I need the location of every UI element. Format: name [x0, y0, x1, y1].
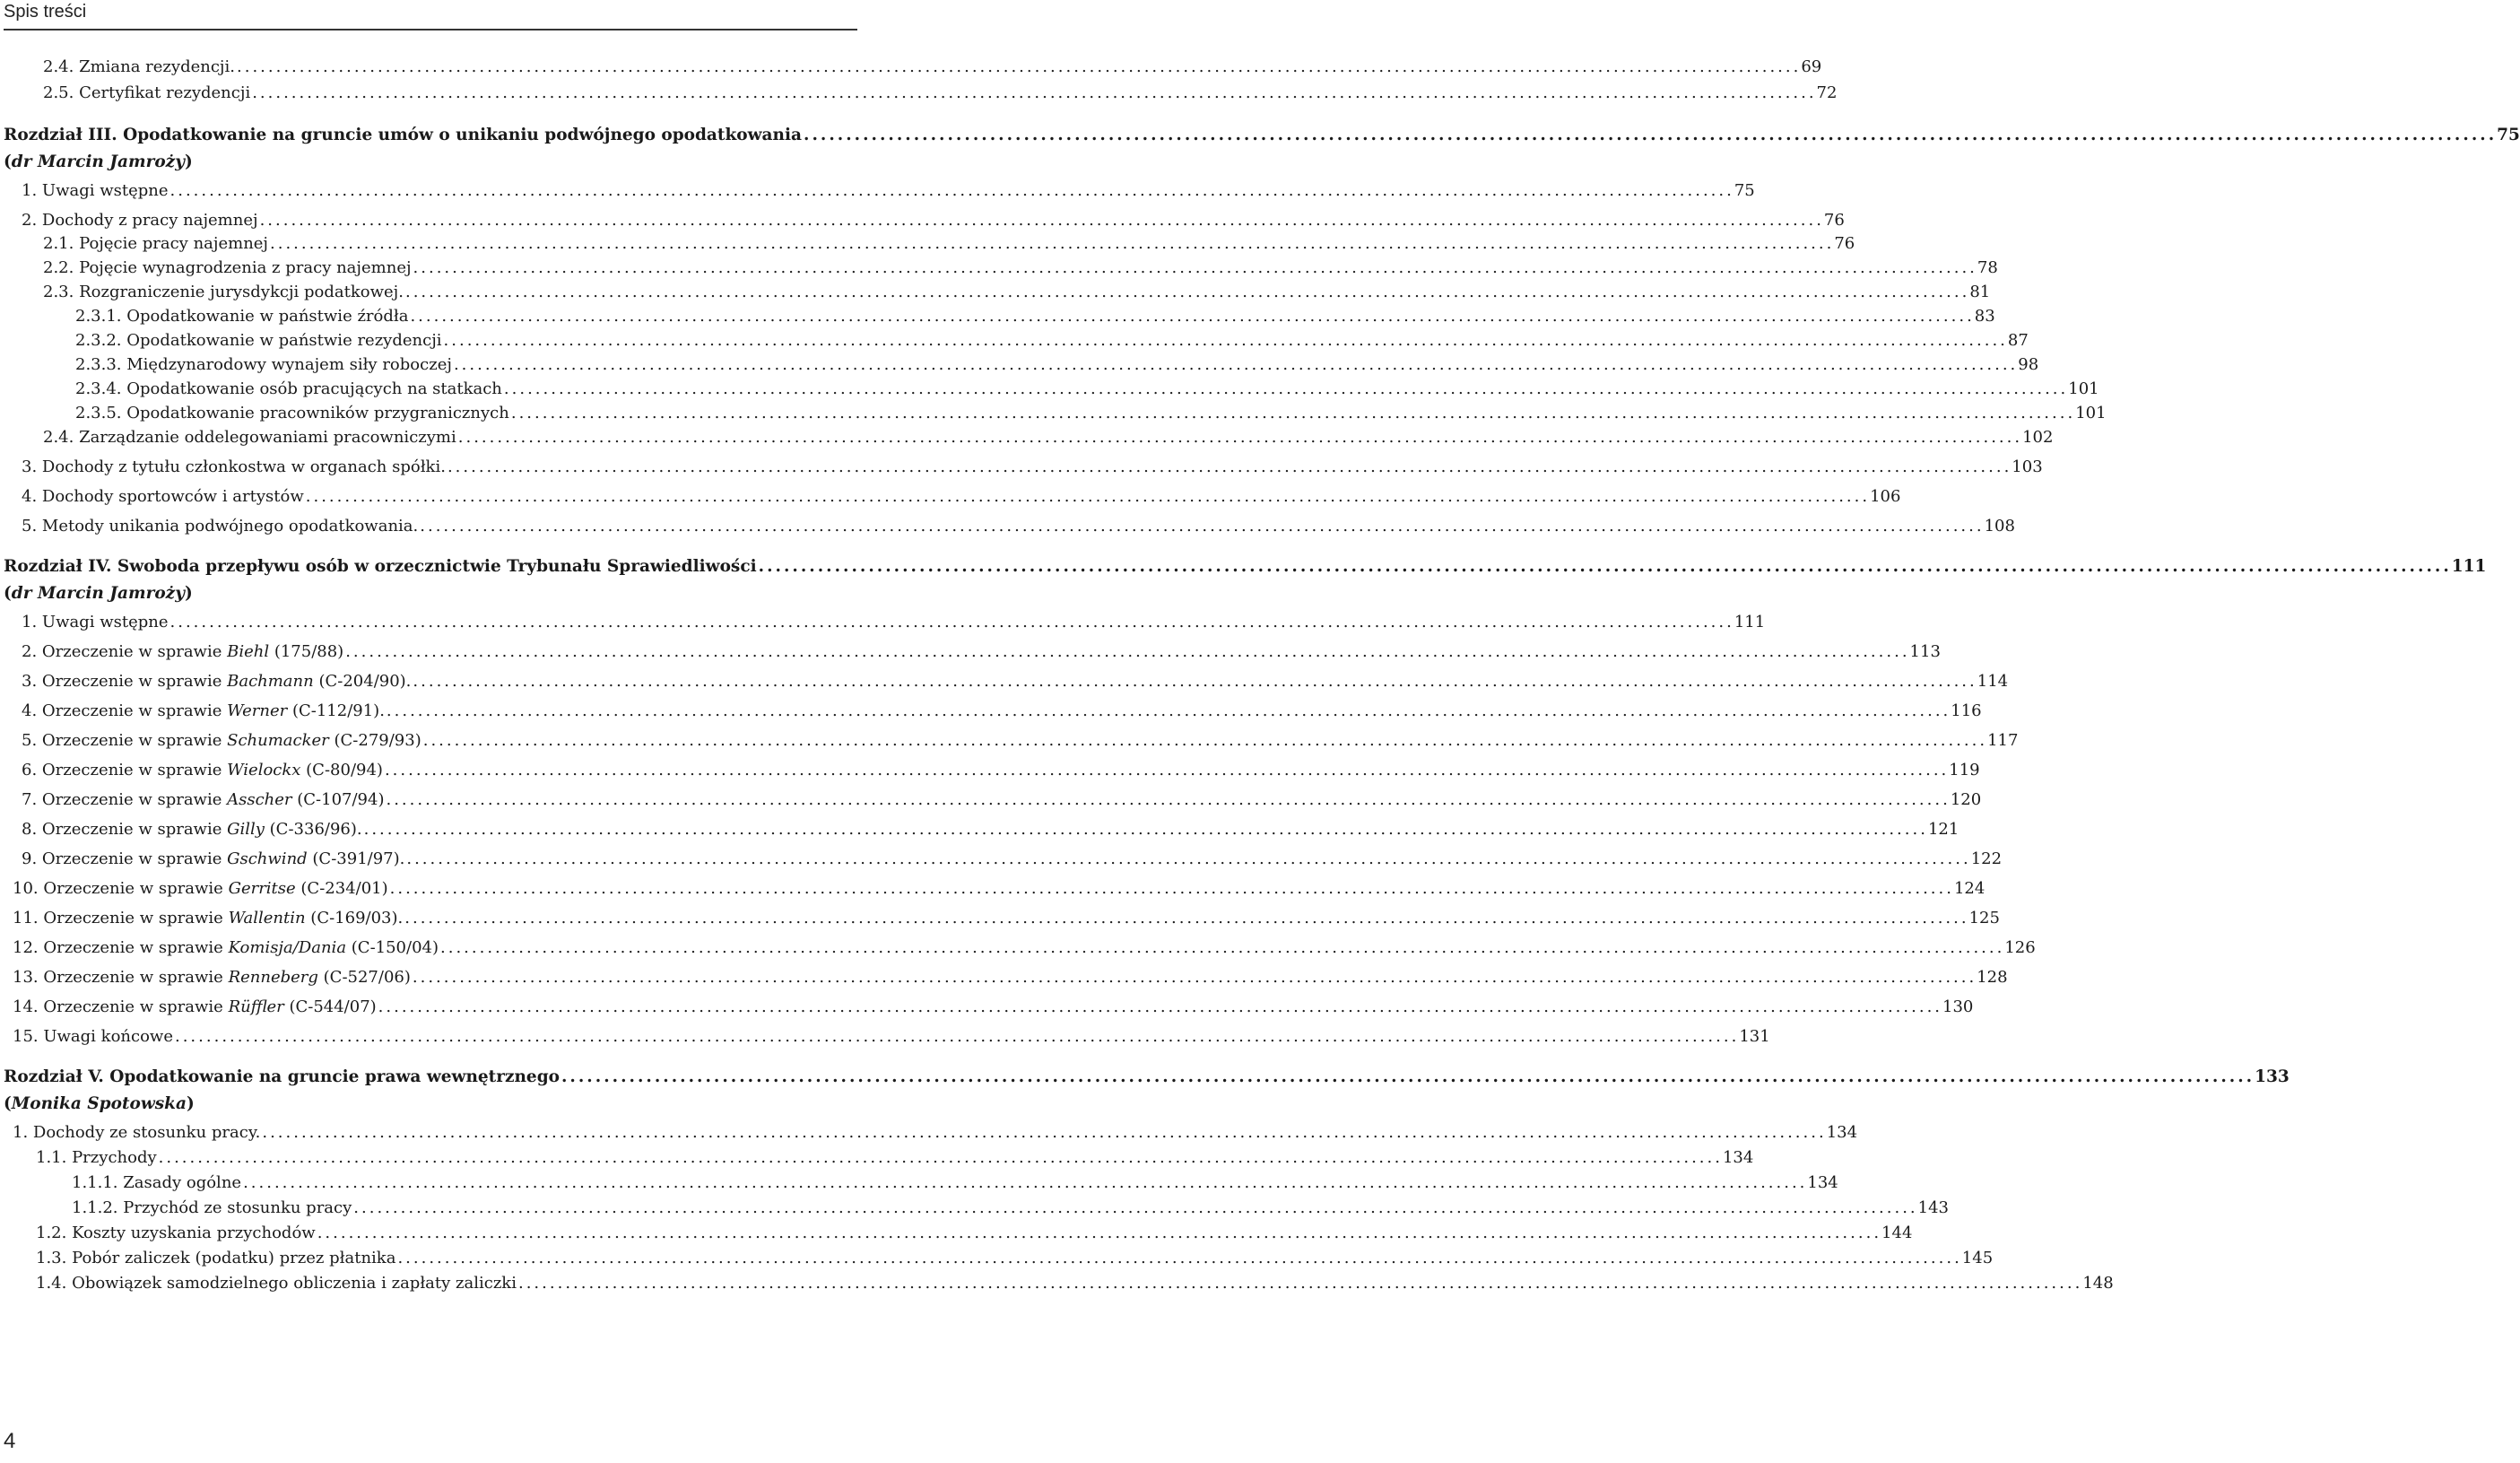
entry-title-text: 2.3.4. Opodatkowanie osób pracujących na statkach: [75, 379, 502, 398]
dot-leader: ........................................................................................................................................................................................................: [259, 211, 1824, 230]
dot-leader: ........................................................................................................................................................................................................: [317, 1224, 1882, 1242]
entry-page-number: 103: [2012, 457, 2043, 476]
entry-title: [22, 849, 404, 868]
toc-entry[interactable]: [43, 57, 1822, 76]
author-name: dr Marcin Jamroży: [11, 584, 185, 603]
toc-entry[interactable]: [22, 761, 1980, 779]
toc-entry[interactable]: [22, 211, 1845, 230]
entry-page-number: 76: [1834, 234, 1855, 253]
case-name: Werner: [227, 701, 288, 720]
case-number: (C-336/96).: [264, 820, 362, 839]
dot-leader: ........................................................................................................................................................................................................: [345, 642, 1910, 661]
entry-title: [4, 126, 802, 144]
author-name: dr Marcin Jamroży: [11, 152, 185, 171]
entry-page-number: 120: [1950, 790, 1982, 809]
toc-entry[interactable]: [75, 379, 2099, 398]
toc-entry[interactable]: [13, 968, 2008, 987]
dot-leader: ........................................................................................................................................................................................................: [758, 557, 2452, 576]
entry-title-text: 7. Orzeczenie w sprawie: [22, 790, 228, 809]
entry-title-text: 2.3.1. Opodatkowanie w państwie źródła: [75, 307, 409, 326]
entry-page-number: 101: [2075, 404, 2107, 422]
dot-leader: ........................................................................................................................................................................................................: [386, 701, 1951, 720]
entry-page-number: 131: [1739, 1027, 1770, 1046]
entry-title-text: 1.2. Koszty uzyskania przychodów: [36, 1224, 316, 1242]
entry-title-text: 2.1. Pojęcie pracy najemnej: [43, 234, 269, 253]
entry-title-text: 2. Orzeczenie w sprawie: [22, 642, 228, 661]
entry-title-text: 2.3.2. Opodatkowanie w państwie rezydencji: [75, 331, 442, 350]
entry-title-text: 5. Metody unikania podwójnego opodatkowania.: [22, 517, 419, 536]
entry-title: [13, 997, 377, 1016]
entry-title-text: 3. Dochody z tytułu członkostwa w organach spółki.: [22, 457, 446, 476]
entry-title: [13, 1123, 260, 1142]
entry-title: [13, 938, 439, 957]
entry-page-number: 143: [1917, 1198, 1949, 1217]
entry-page-number: 130: [1942, 997, 1974, 1016]
toc-entry[interactable]: [13, 938, 2036, 957]
entry-title-text: 1.1.2. Przychód ze stosunku pracy: [72, 1198, 352, 1217]
dot-leader: ........................................................................................................................................................................................................: [389, 879, 1954, 898]
entry-title: [22, 457, 446, 476]
toc-entry[interactable]: [72, 1173, 1838, 1192]
entry-title: [22, 761, 383, 779]
dot-leader: ........................................................................................................................................................................................................: [413, 258, 1977, 277]
entry-title-text: 9. Orzeczenie w sprawie: [22, 849, 228, 868]
entry-title-text: 2.4. Zmiana rezydencji.: [43, 57, 235, 76]
dot-leader: ........................................................................................................................................................................................................: [422, 731, 1988, 750]
toc-entry[interactable]: [4, 557, 2487, 576]
entry-page-number: 78: [1977, 258, 1998, 277]
case-name: Biehl: [227, 642, 270, 661]
toc-entry[interactable]: [22, 457, 2043, 476]
case-name: Gerritse: [228, 879, 296, 898]
dot-leader: ........................................................................................................................................................................................................: [410, 307, 1975, 326]
entry-page-number: 72: [1816, 83, 1838, 102]
dot-leader: ........................................................................................................................................................................................................: [169, 613, 1734, 631]
dot-leader: ........................................................................................................................................................................................................: [363, 820, 1928, 839]
entry-page-number: 113: [1909, 642, 1941, 661]
toc-entry[interactable]: [13, 879, 1986, 898]
toc-entry[interactable]: [75, 331, 2029, 350]
entry-title: [22, 672, 411, 691]
author-paren-close: ): [184, 584, 193, 603]
entry-title: [36, 1148, 157, 1167]
entry-title: [36, 1274, 517, 1293]
entry-page-number: 133: [2255, 1067, 2290, 1086]
case-number: (C-169/03).: [305, 909, 404, 927]
entry-title: [13, 968, 411, 987]
case-name: Renneberg: [228, 968, 318, 987]
case-name: Komisja/Dania: [228, 938, 347, 957]
dot-leader: ........................................................................................................................................................................................................: [503, 379, 2069, 398]
entry-page-number: 117: [1987, 731, 2019, 750]
author-paren-open: (: [4, 152, 12, 171]
entry-title: [22, 820, 362, 839]
header-divider: [4, 29, 857, 30]
toc-entry[interactable]: [75, 307, 1995, 326]
case-name: Rüffler: [228, 997, 284, 1016]
author-paren-open: (: [4, 1094, 12, 1113]
dot-leader: ........................................................................................................................................................................................................: [440, 938, 2005, 957]
entry-title-text: 11. Orzeczenie w sprawie: [13, 909, 229, 927]
dot-leader: ........................................................................................................................................................................................................: [404, 283, 1970, 301]
dot-leader: ........................................................................................................................................................................................................: [169, 181, 1734, 200]
entry-title: [43, 428, 456, 447]
entry-title: [43, 57, 235, 76]
entry-page-number: 144: [1881, 1224, 1913, 1242]
dot-leader: ........................................................................................................................................................................................................: [804, 126, 2498, 144]
dot-leader: ........................................................................................................................................................................................................: [384, 761, 1950, 779]
case-number: (C-527/06): [317, 968, 411, 987]
toc-entry[interactable]: [36, 1148, 1754, 1167]
entry-title: [22, 701, 385, 720]
entry-page-number: 116: [1951, 701, 1982, 720]
entry-title-text: 2. Dochody z pracy najemnej: [22, 211, 258, 230]
toc-entry[interactable]: [75, 404, 2107, 422]
entry-page-number: 134: [1722, 1148, 1754, 1167]
dot-leader: ........................................................................................................................................................................................................: [517, 1274, 2083, 1293]
case-name: Gschwind: [227, 849, 308, 868]
entry-title: [43, 258, 412, 277]
entry-page-number: 148: [2082, 1274, 2114, 1293]
entry-title-text: 10. Orzeczenie w sprawie: [13, 879, 229, 898]
toc-entry[interactable]: [22, 642, 1941, 661]
toc-entry[interactable]: [4, 126, 2520, 144]
author-name: Monika Spotowska: [11, 1094, 187, 1113]
case-name: Asscher: [227, 790, 292, 809]
toc-entry[interactable]: [75, 355, 2039, 374]
entry-page-number: 75: [1734, 181, 1755, 200]
page-number: 4: [4, 1429, 16, 1453]
case-number: (175/88): [269, 642, 344, 661]
entry-title: [22, 731, 421, 750]
entry-title-text: Rozdział III. Opodatkowanie na gruncie umów o unikaniu podwójnego opodatkowania: [4, 126, 802, 144]
entry-title-text: 2.3. Rozgraniczenie jurysdykcji podatkowej.: [43, 283, 404, 301]
entry-title: [4, 557, 757, 576]
entry-title-text: 1.1. Przychody: [36, 1148, 157, 1167]
toc-entry[interactable]: [22, 487, 1901, 506]
entry-page-number: 108: [1984, 517, 2015, 536]
toc-entry[interactable]: [22, 849, 2003, 868]
author-paren-close: ): [184, 152, 193, 171]
entry-title: [75, 331, 442, 350]
toc-entry[interactable]: [13, 1123, 1858, 1142]
entry-page-number: 122: [1970, 849, 2003, 868]
toc-entry[interactable]: [36, 1224, 1913, 1242]
case-name: Wielockx: [227, 761, 301, 779]
toc-entry[interactable]: [72, 1198, 1949, 1217]
entry-page-number: 102: [2022, 428, 2054, 447]
entry-title: [72, 1173, 241, 1192]
dot-leader: ........................................................................................................................................................................................................: [510, 404, 2076, 422]
case-name: Wallentin: [228, 909, 306, 927]
case-number: (C-112/91).: [287, 701, 385, 720]
entry-title: [22, 181, 169, 200]
entry-title: [72, 1198, 352, 1217]
toc-entry[interactable]: [43, 283, 1991, 301]
toc-entry[interactable]: [43, 83, 1838, 102]
entry-title: [43, 283, 404, 301]
toc-entry[interactable]: [36, 1274, 2114, 1293]
case-number: (C-150/04): [346, 938, 439, 957]
toc-entry[interactable]: [13, 997, 1974, 1016]
entry-page-number: 69: [1801, 57, 1822, 76]
entry-page-number: 87: [2007, 331, 2029, 350]
entry-page-number: 134: [1826, 1123, 1858, 1142]
dot-leader: ........................................................................................................................................................................................................: [174, 1027, 1740, 1046]
entry-title: [75, 355, 452, 374]
toc-entry[interactable]: [22, 820, 1960, 839]
entry-page-number: 124: [1953, 879, 1986, 898]
dot-leader: ........................................................................................................................................................................................................: [447, 457, 2012, 476]
dot-leader: ........................................................................................................................................................................................................: [353, 1198, 1918, 1217]
entry-page-number: 76: [1823, 211, 1845, 230]
dot-leader: ........................................................................................................................................................................................................: [386, 790, 1951, 809]
case-name: Schumacker: [227, 731, 329, 750]
dot-leader: ........................................................................................................................................................................................................: [420, 517, 1985, 536]
toc-entry[interactable]: [22, 701, 1982, 720]
entry-title-text: Rozdział IV. Swoboda przepływu osób w orzecznictwie Trybunału Sprawiedliwości: [4, 557, 757, 576]
author-line: [4, 584, 193, 603]
entry-page-number: 98: [2018, 355, 2039, 374]
dot-leader: ........................................................................................................................................................................................................: [305, 487, 1871, 506]
case-number: (C-80/94): [300, 761, 383, 779]
entry-title-text: 14. Orzeczenie w sprawie: [13, 997, 229, 1016]
toc-entry[interactable]: [13, 909, 2000, 927]
entry-title: [4, 1067, 560, 1086]
case-number: (C-391/97).: [307, 849, 405, 868]
entry-title: [75, 404, 509, 422]
dot-leader: ........................................................................................................................................................................................................: [412, 968, 1977, 987]
entry-title-text: 2.3.3. Międzynarodowy wynajem siły roboczej: [75, 355, 452, 374]
toc-entry[interactable]: [22, 517, 2015, 536]
dot-leader: ........................................................................................................................................................................................................: [270, 234, 1835, 253]
case-number: (C-544/07): [283, 997, 377, 1016]
entry-title-text: 4. Orzeczenie w sprawie: [22, 701, 228, 720]
dot-leader: ........................................................................................................................................................................................................: [457, 428, 2023, 447]
author-line: [4, 152, 193, 171]
toc-entry[interactable]: [43, 234, 1855, 253]
entry-title-text: 1.3. Pobór zaliczek (podatku) przez płatnika: [36, 1249, 396, 1267]
entry-page-number: 106: [1870, 487, 1901, 506]
entry-page-number: 75: [2497, 126, 2520, 144]
entry-page-number: 125: [1968, 909, 2000, 927]
entry-title: [75, 307, 408, 326]
entry-title-text: 2.4. Zarządzanie oddelegowaniami pracowniczymi: [43, 428, 456, 447]
entry-title-text: 4. Dochody sportowców i artystów: [22, 487, 304, 506]
entry-title: [36, 1249, 395, 1267]
entry-title-text: 1. Uwagi wstępne: [22, 181, 169, 200]
toc-entry[interactable]: [4, 1067, 2290, 1086]
entry-title: [36, 1224, 316, 1242]
case-number: (C-204/90).: [313, 672, 412, 691]
dot-leader: ........................................................................................................................................................................................................: [453, 355, 2019, 374]
toc-entry[interactable]: [43, 258, 1998, 277]
entry-title-text: 2.3.5. Opodatkowanie pracowników przygranicznych: [75, 404, 509, 422]
entry-title: [13, 1027, 173, 1046]
entry-page-number: 134: [1807, 1173, 1838, 1192]
entry-title-text: Rozdział V. Opodatkowanie na gruncie prawa wewnętrznego: [4, 1067, 560, 1086]
dot-leader: ........................................................................................................................................................................................................: [560, 1067, 2255, 1086]
page-header-title: Spis treści: [4, 2, 87, 22]
entry-title: [22, 790, 384, 809]
toc-entry[interactable]: [22, 613, 1766, 631]
entry-title: [22, 211, 258, 230]
entry-page-number: 111: [2451, 557, 2487, 576]
case-name: Gilly: [227, 820, 265, 839]
author-paren-close: ): [186, 1094, 195, 1113]
entry-page-number: 121: [1927, 820, 1960, 839]
toc-entry[interactable]: [22, 790, 1982, 809]
entry-title-text: 13. Orzeczenie w sprawie: [13, 968, 229, 987]
case-number: (C-107/94): [291, 790, 385, 809]
entry-title: [13, 909, 403, 927]
dot-leader: ........................................................................................................................................................................................................: [443, 331, 2008, 350]
entry-title: [22, 517, 418, 536]
entry-page-number: 145: [1961, 1249, 1994, 1267]
toc-entry[interactable]: [22, 731, 2019, 750]
dot-leader: ........................................................................................................................................................................................................: [262, 1123, 1827, 1142]
entry-title: [75, 379, 502, 398]
entry-page-number: 83: [1974, 307, 1995, 326]
toc-entry[interactable]: [22, 672, 2009, 691]
author-paren-open: (: [4, 584, 12, 603]
entry-page-number: 126: [2004, 938, 2036, 957]
toc-entry[interactable]: [36, 1249, 1994, 1267]
entry-title: [22, 613, 169, 631]
entry-page-number: 101: [2068, 379, 2099, 398]
dot-leader: ........................................................................................................................................................................................................: [237, 57, 1802, 76]
entry-page-number: 81: [1969, 283, 1991, 301]
dot-leader: ........................................................................................................................................................................................................: [378, 997, 1943, 1016]
entry-title-text: 6. Orzeczenie w sprawie: [22, 761, 228, 779]
dot-leader: ........................................................................................................................................................................................................: [406, 849, 1971, 868]
case-number: (C-279/93): [328, 731, 421, 750]
toc-entry[interactable]: [22, 181, 1755, 200]
entry-title: [13, 879, 388, 898]
entry-title-text: 1.4. Obowiązek samodzielnego obliczenia i zapłaty zaliczki: [36, 1274, 517, 1293]
entry-title-text: 2.2. Pojęcie wynagrodzenia z pracy najemnej: [43, 258, 412, 277]
entry-title-text: 15. Uwagi końcowe: [13, 1027, 173, 1046]
entry-page-number: 128: [1977, 968, 2008, 987]
entry-title-text: 1. Uwagi wstępne: [22, 613, 169, 631]
dot-leader: ........................................................................................................................................................................................................: [252, 83, 1817, 102]
entry-page-number: 114: [1977, 672, 2009, 691]
toc-entry[interactable]: [13, 1027, 1770, 1046]
entry-title-text: 1.1.1. Zasady ogólne: [72, 1173, 242, 1192]
dot-leader: ........................................................................................................................................................................................................: [243, 1173, 1808, 1192]
case-number: (C-234/01): [295, 879, 388, 898]
entry-title: [43, 234, 268, 253]
entry-title: [22, 642, 343, 661]
toc-entry[interactable]: [43, 428, 2054, 447]
entry-title-text: 5. Orzeczenie w sprawie: [22, 731, 228, 750]
entry-title: [22, 487, 304, 506]
entry-page-number: 119: [1949, 761, 1980, 779]
entry-page-number: 111: [1734, 613, 1766, 631]
entry-title-text: 3. Orzeczenie w sprawie: [22, 672, 228, 691]
entry-title-text: 1. Dochody ze stosunku pracy.: [13, 1123, 261, 1142]
entry-title-text: 2.5. Certyfikat rezydencji: [43, 83, 251, 102]
dot-leader: ........................................................................................................................................................................................................: [413, 672, 1977, 691]
dot-leader: ........................................................................................................................................................................................................: [397, 1249, 1962, 1267]
entry-title: [43, 83, 250, 102]
entry-title-text: 8. Orzeczenie w sprawie: [22, 820, 228, 839]
case-name: Bachmann: [227, 672, 314, 691]
entry-title-text: 12. Orzeczenie w sprawie: [13, 938, 229, 957]
author-line: [4, 1094, 195, 1113]
dot-leader: ........................................................................................................................................................................................................: [404, 909, 1969, 927]
dot-leader: ........................................................................................................................................................................................................: [158, 1148, 1723, 1167]
